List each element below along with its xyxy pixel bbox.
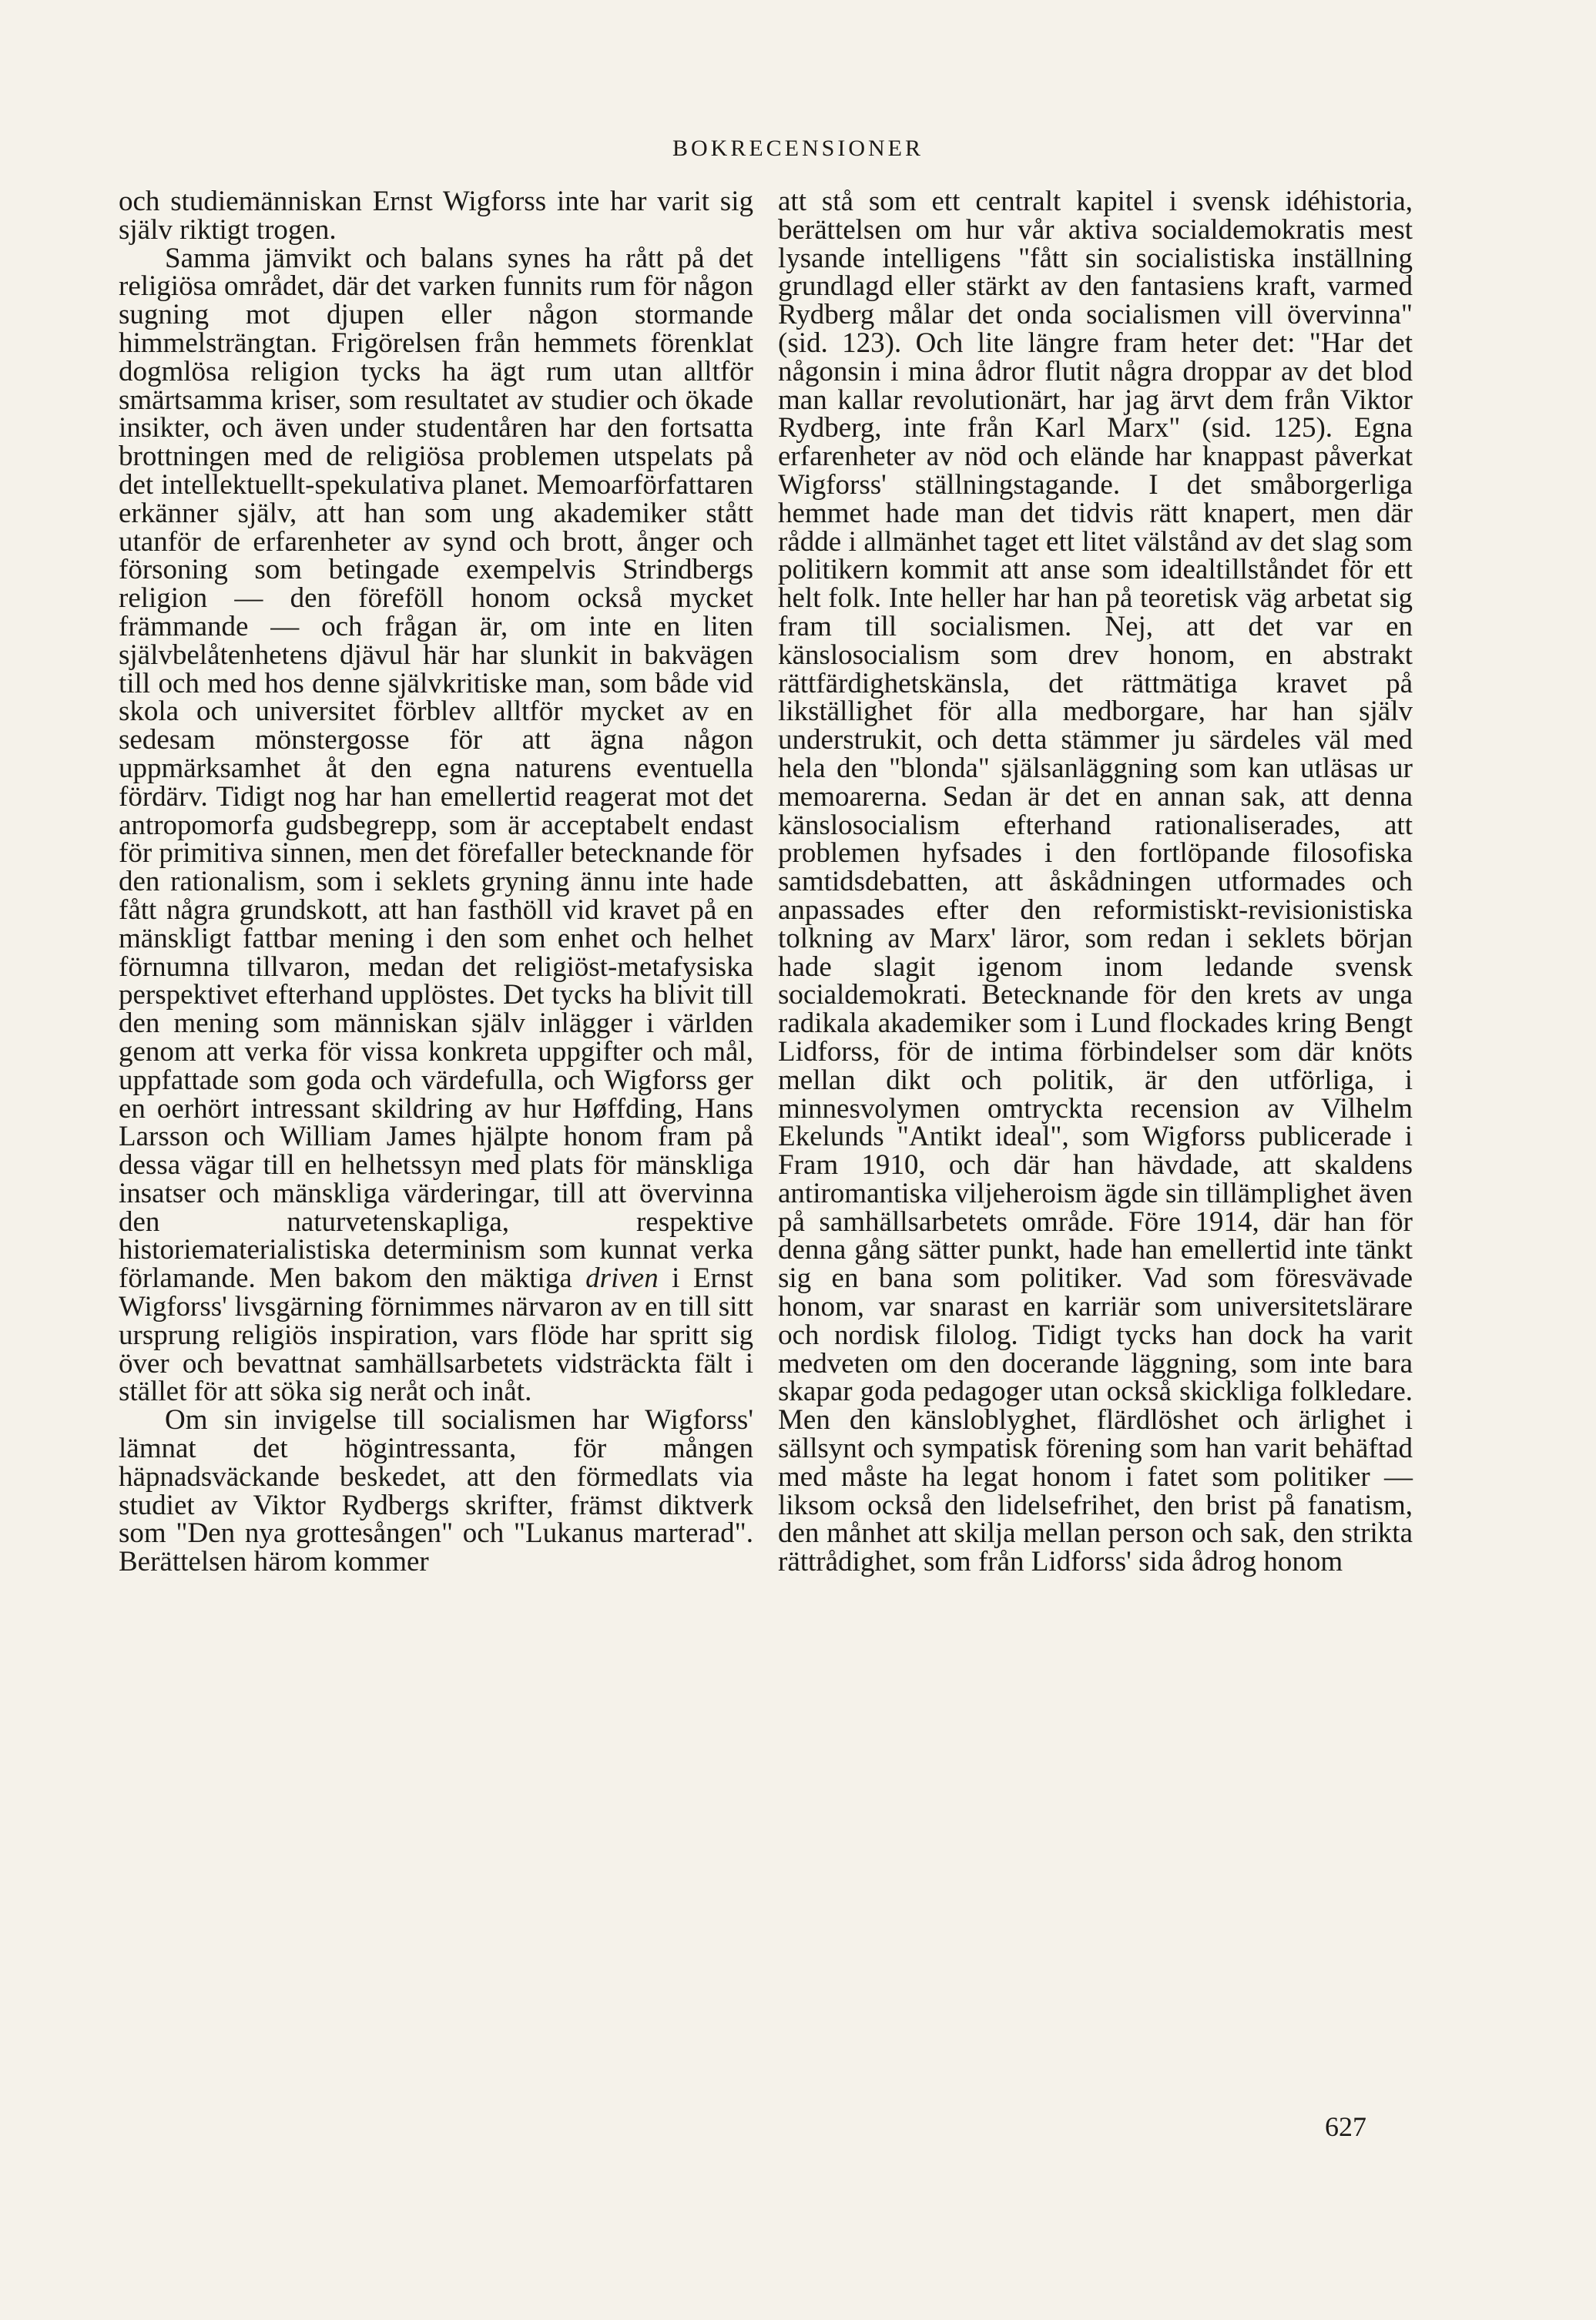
left-text-column	[119, 188, 753, 1577]
right-text-column	[778, 188, 1413, 1577]
running-header: BOKRECENSIONER	[672, 136, 924, 161]
paragraph-text: Samma jämvikt och balans synes ha rått på det religiösa området, där det varken funnits rum för någon sugning mot djupen eller någon stormande himmelsträngtan. Frigörelsen från hemmets förenklat dogmlösa religion tycks ha ägt rum utan alltför smärtsamma kriser, som resultatet av studier och ökade insikter, och även under studentåren har den fortsatta brottningen med de religiösa problemen utspelats på det intellektuellt-spekulativa planet. Memoarförfattaren erkänner själv, att han som ung akademiker stått utanför de erfarenheter av synd och brott, ånger och försoning som betingade exempelvis Strindbergs religion — den föreföll honom också mycket främmande — och frågan är, om inte en liten självbelåtenhetens djävul här har slunkit in bakvägen till och med hos denne självkritiske man, som både vid skola och universitet förblev alltför mycket av en sedesam mönstergosse för att ägna någon uppmärksamhet åt den egna naturens eventuella fördärv. Tidigt nog har han emellertid reagerat mot det antropomorfa gudsbegrepp, som är acceptabelt endast för primitiva sinnen, men det förefaller betecknande för den rationalism, som i seklets gryning ännu inte hade fått några grundskott, att han fasthöll vid kravet på en mänskligt fattbar mening i den som enhet och helhet förnumna tillvaron, medan det religiöst-metafysiska perspektivet efterhand upplöstes. Det tycks ha blivit till den mening som människan själv inlägger i världen genom att verka för vissa konkreta uppgifter och mål, uppfattade som goda och värdefulla, och Wigforss ger en oerhört intressant skildring av hur Høffding, Hans Larsson och William James hjälpte honom fram på dessa vägar till en helhetssyn med plats för mänskliga insatser och mänskliga värderingar, till att övervinna den naturvetenskapliga, respektive historiematerialistiska determinism som kunnat verka förlamande. Men bakom den mäktiga	[119, 242, 753, 1295]
paragraph: och studiemänniskan Ernst Wigforss inte har varit sig själv riktigt trogen.	[119, 186, 753, 246]
paragraph: Om sin invigelse till socialismen har Wigforss' lämnat det högintressanta, för mången häpnadsväckande beskedet, att den förmedlats via studiet av Viktor Rydbergs skrifter, främst diktverk som "Den nya grottesången" och "Lukanus marterad". Berättelsen härom kommer	[119, 1404, 753, 1578]
paragraph	[119, 242, 754, 1408]
page-number: 627	[1325, 2111, 1366, 2142]
paragraph-text: i Ernst Wigforss' livsgärning förnimmes närvaron av en till sitt ursprung religiös inspiration, vars flöde har spritt sig över och bevattnat samhällsarbetets vidsträckta fält i stället för att söka sig neråt och inåt.	[119, 1262, 754, 1408]
paragraph: att stå som ett centralt kapitel i svensk idéhistoria, berättelsen om hur vår aktiva socialdemokratis mest lysande intelligens "fått sin socialistiska inställning grundlagd eller stärkt av den fantasiens kraft, varmed Rydberg målar det onda socialismen vill övervinna" (sid. 123). Och lite längre fram heter det: "Har det någonsin i mina ådror flutit några droppar av det blod man kallar revolutionärt, har jag ärvt dem från Viktor Rydberg, inte från Karl Marx" (sid. 125). Egna erfarenheter av nöd och elände har knappast påverkat Wigforss' ställningstagande. I det småborgerliga hemmet hade man det tidvis rätt knapert, men där rådde i allmänhet taget ett litet välstånd av det slag som politikern kommit att anse som idealtillståndet för ett helt folk. Inte heller har han på teoretisk väg arbetat sig fram till socialismen. Nej, att det var en känslosocialism som drev honom, en abstrakt rättfärdighetskänsla, det rättmätiga kravet på likställighet för alla medborgare, har han själv understrukit, och detta stämmer ju särdeles väl med hela den "blonda" själsanläggning som kan utläsas ur memoarerna. Sedan är det en annan sak, att denna känslosocialism efterhand rationaliserades, att problemen hyfsades i den fortlöpande filosofiska samtidsdebatten, att åskådningen utformades och anpassades efter den reformistiskt-revisionistiska tolkning av Marx' läror, som redan i seklets början hade slagit igenom inom ledande svensk socialdemokrati. Betecknande för den krets av unga radikala akademiker som i Lund flockades kring Bengt Lidforss, för de intima förbindelser som där knöts mellan dikt och politik, är den utförliga, i minnesvolymen omtryckta recension av Vilhelm Ekelunds "Antikt ideal", som Wigforss publicerade i Fram 1910, och där han hävdade, att skaldens antiromantiska viljeheroism ägde sin tillämplighet även på samhällsarbetets område. Före 1914, där han för denna gång sätter punkt, hade han emellertid inte tänkt sig en bana som politiker. Vad som föresvävade honom, var snarast en karriär som universitetslärare och nordisk filolog. Tidigt tycks han dock ha varit medveten om den docerande läggning, som inte bara skapar goda pedagoger utan också skickliga folkledare. Men den känsloblyghet, flärdlöshet och ärlighet i sällsynt och sympatisk förening som han varit behäftad med måste ha legat honom i fatet som politiker — liksom också den lidelsefrihet, den brist på fanatism, den månhet att skilja mellan person och sak, den strikta rättrådighet, som från Lidforss' sida ådrog honom	[778, 186, 1413, 1578]
emphasis-text: driven	[585, 1262, 659, 1295]
